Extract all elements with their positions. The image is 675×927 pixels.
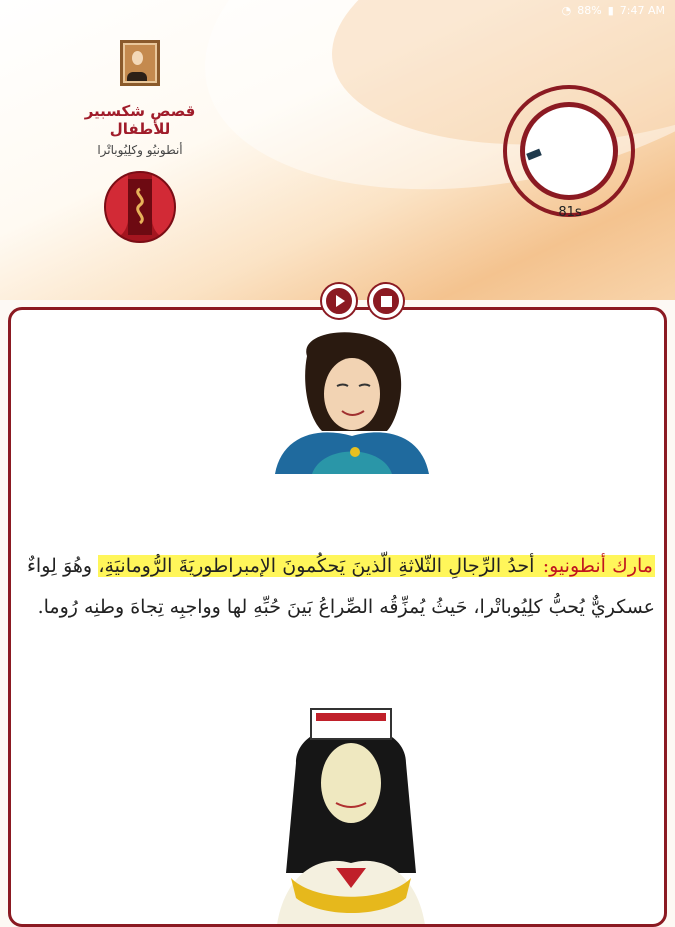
story-title: أنطونيُو وكلِيُوباتْرا [97,143,183,157]
story-text [27,546,655,628]
stage-logo-icon[interactable] [104,171,176,243]
timer-dial [503,85,635,217]
app-title: قصص شكسبير للأطفال [84,102,196,138]
clock: 7:47 AM [619,4,665,17]
cleopatra-illustration [256,703,446,927]
play-icon [336,295,345,307]
status-bar [562,4,665,17]
shakespeare-portrait-icon [120,40,160,86]
header-banner [0,0,675,300]
highlighted-sentence: أحدُ الرِّجالِ الثّلاثةِ الّذينَ يَحكُمونَ الإمبراطوريَةَ الرُّومانيَةِ، [98,555,541,577]
speaker-name: مارك أنطونيو: [542,555,653,577]
wifi-icon: ◔ [561,4,572,17]
mark-antony-illustration [267,326,437,476]
stop-button[interactable] [369,284,403,318]
stop-icon [381,296,392,307]
app-brand [55,40,225,243]
play-button[interactable] [322,284,356,318]
timer-label: 81s [558,205,582,220]
body-sentence: وهُوَ لِواءٌ عسكريٌّ يُحبُّ كلِيُوباتْرا، حَيثُ يُمزِّقُه الصِّراعُ بَينَ حُبِّهِ لها وواجبِه تِجاهَ وطنِه رُوما. [27,555,655,618]
battery-level: 88% [577,4,602,17]
story-card [8,307,667,927]
battery-icon: ▮ [607,4,614,17]
